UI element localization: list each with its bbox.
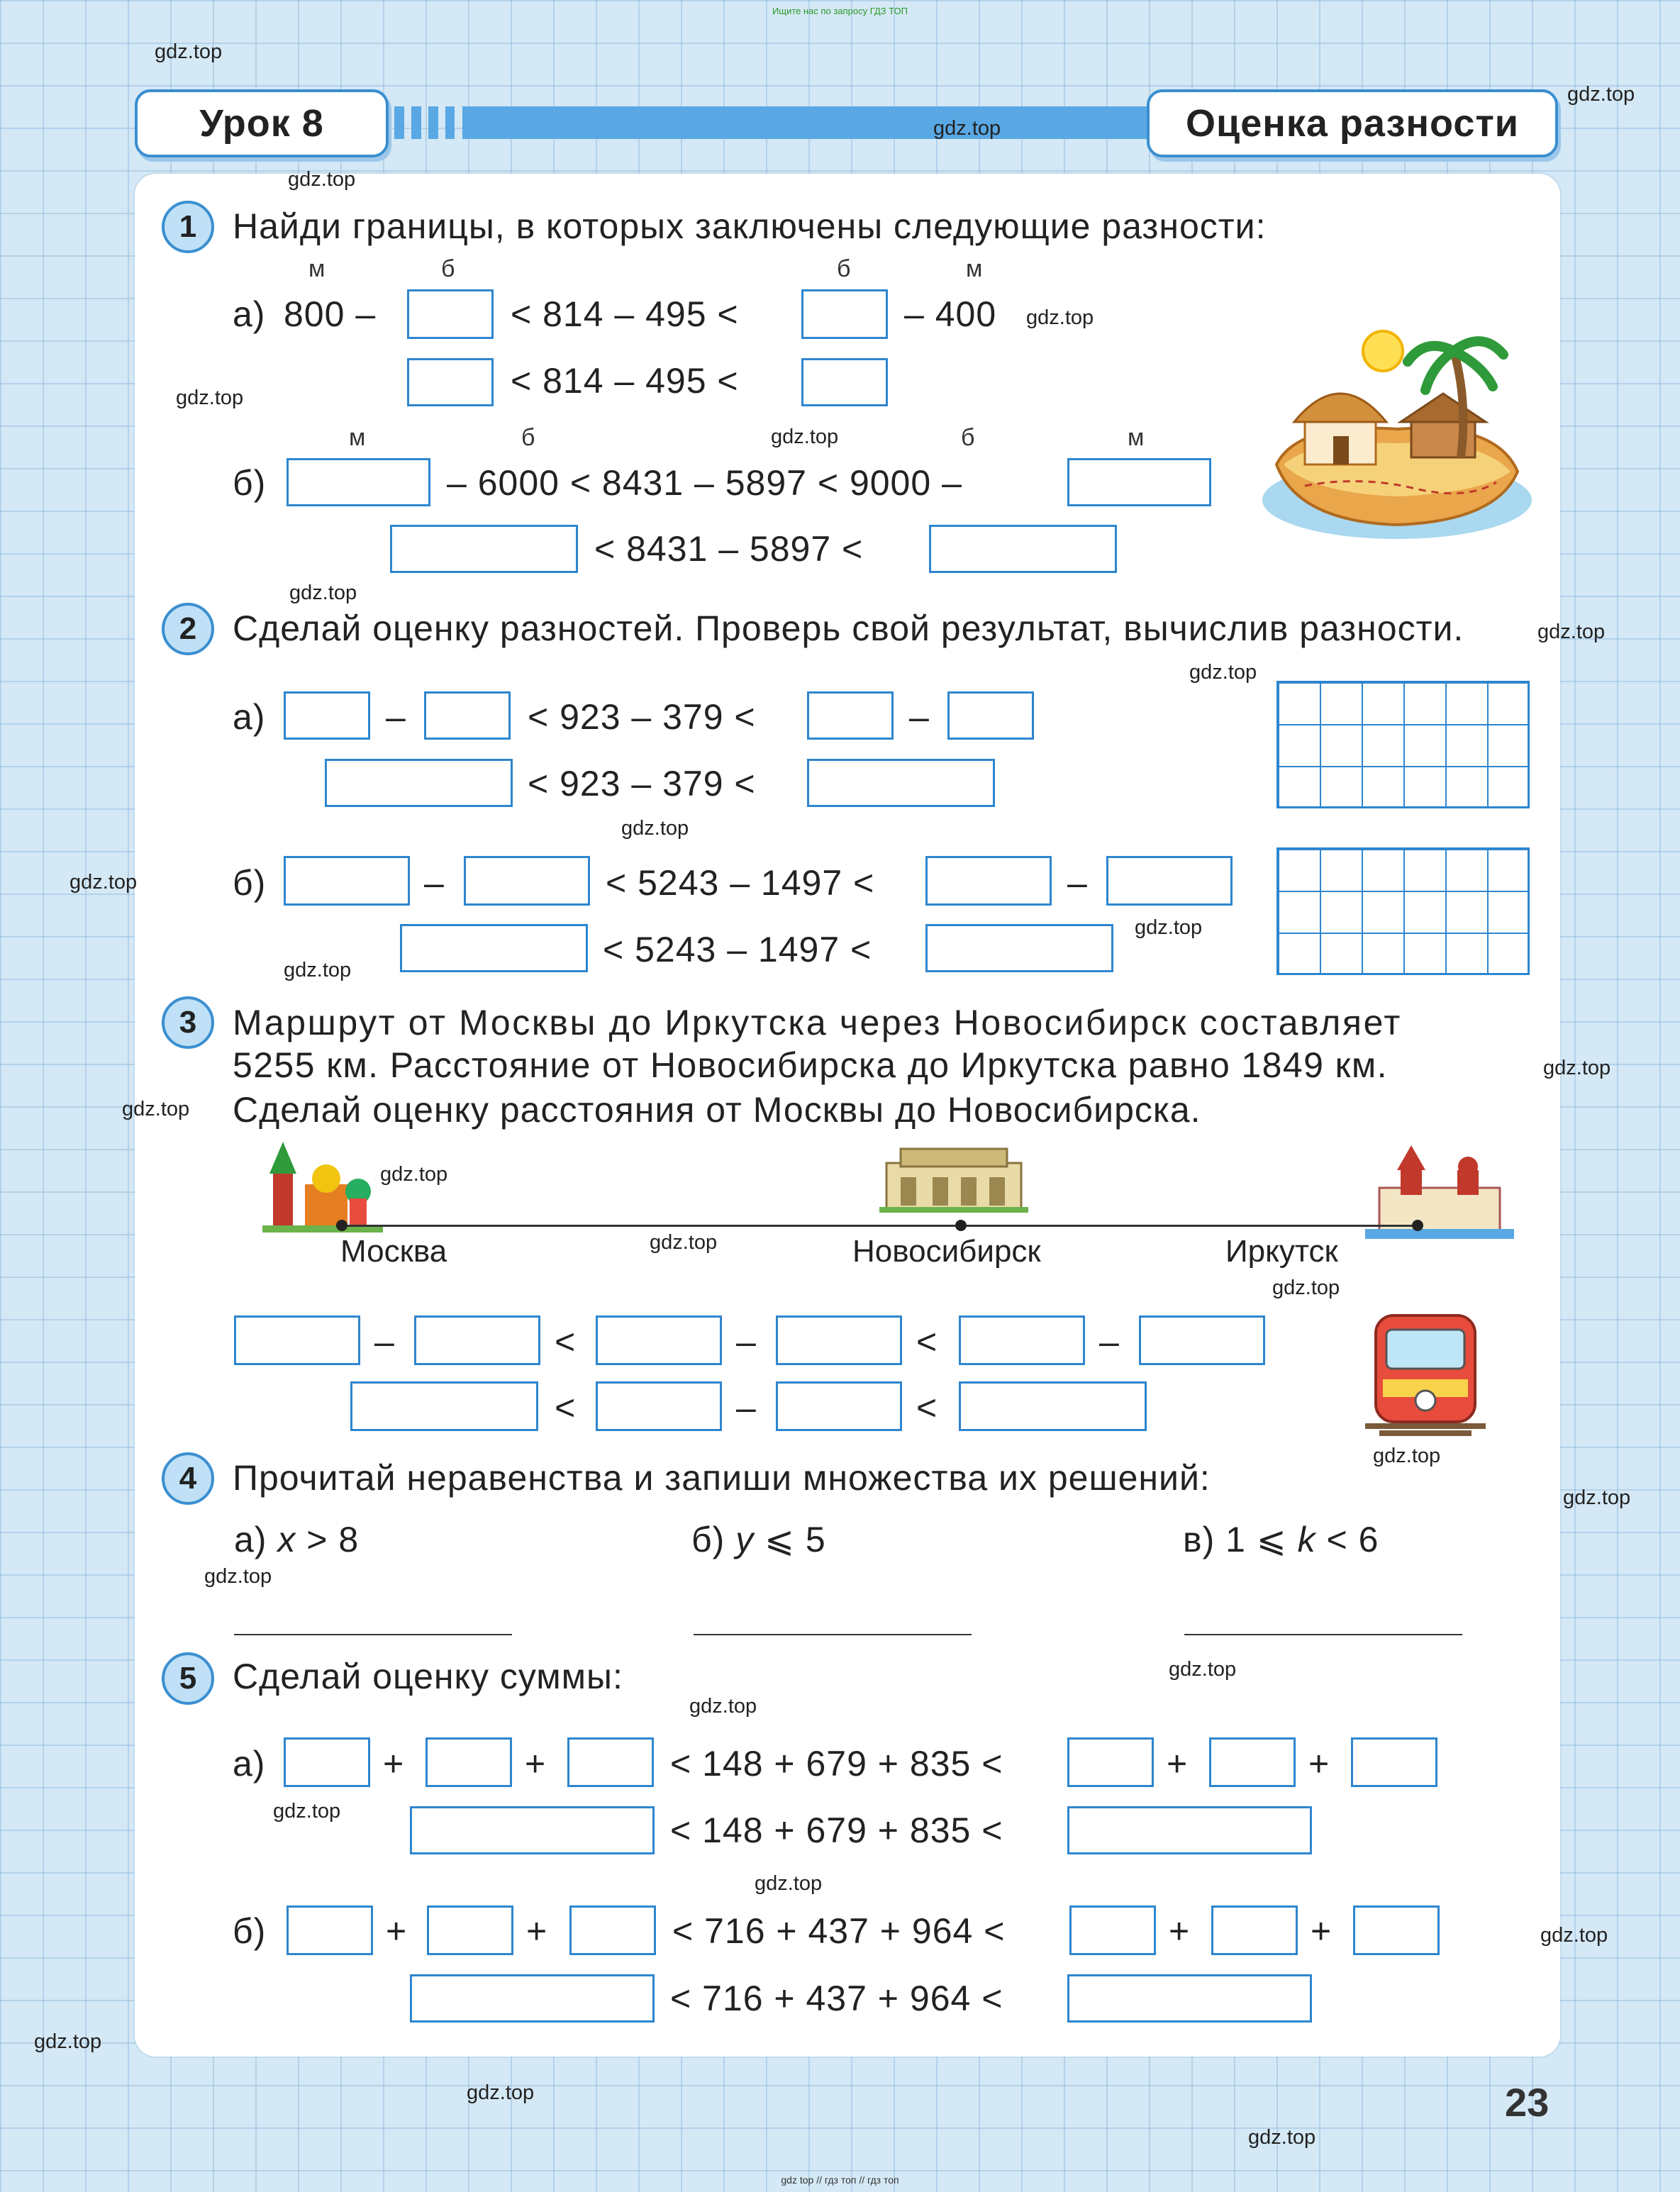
lesson-title	[135, 89, 389, 157]
answer-box[interactable]	[284, 1737, 370, 1787]
watermark: gdz.top	[467, 2081, 535, 2104]
plus-sign: +	[526, 1911, 548, 1951]
letter-b: б	[521, 424, 535, 451]
island-illustration	[1255, 323, 1535, 550]
task-5-text: Сделай оценку суммы:	[233, 1657, 623, 1696]
watermark: gdz.top	[1373, 1445, 1441, 1467]
plus-sign: +	[386, 1911, 408, 1951]
watermark: gdz.top	[122, 1098, 190, 1120]
answer-box[interactable]	[400, 924, 588, 972]
watermark: gdz.top	[1248, 2126, 1316, 2149]
watermark: gdz.top	[34, 2030, 102, 2053]
task-4b-label: б)	[691, 1520, 725, 1559]
calculation-grid[interactable]	[1276, 847, 1530, 975]
less-than-sign: <	[916, 1322, 938, 1362]
task-3-text-line-1: Маршрут от Москвы до Иркутска через Новосибирск составляет	[233, 1003, 1402, 1042]
answer-box[interactable]	[807, 691, 894, 740]
watermark: gdz.top	[380, 1163, 448, 1186]
task-2b-label: б)	[233, 863, 267, 903]
watermark: gdz.top	[1189, 661, 1257, 684]
answer-box[interactable]	[807, 759, 995, 807]
irkutsk-illustration	[1365, 1145, 1514, 1245]
task-2b-expression-2: < 5243 – 1497 <	[603, 930, 872, 969]
task-4-badge: 4	[162, 1452, 214, 1505]
watermark: gdz.top	[1563, 1486, 1631, 1509]
answer-box[interactable]	[929, 525, 1117, 573]
letter-m: м	[966, 255, 983, 282]
header-bar	[462, 106, 1172, 139]
answer-box[interactable]	[1067, 1974, 1312, 2023]
minus-sign: –	[1067, 863, 1088, 903]
answer-box[interactable]	[1067, 1737, 1154, 1787]
answer-box[interactable]	[284, 691, 370, 740]
answer-box[interactable]	[1351, 1737, 1437, 1787]
watermark: gdz.top	[204, 1565, 272, 1588]
watermark: gdz.top	[176, 386, 244, 409]
task-5b-expression: < 716 + 437 + 964 <	[672, 1911, 1006, 1951]
topic-title	[1147, 89, 1558, 157]
watermark: gdz.top	[155, 40, 223, 63]
task-5a-expression-2: < 148 + 679 + 835 <	[670, 1810, 1003, 1850]
answer-box[interactable]	[567, 1737, 654, 1787]
city-label-irkutsk: Иркутск	[1225, 1234, 1338, 1269]
answer-box[interactable]	[925, 924, 1113, 972]
answer-box[interactable]	[325, 759, 513, 807]
watermark: gdz.top	[1169, 1658, 1237, 1681]
route-point-moscow	[336, 1220, 347, 1231]
task-4a-rest: > 8	[306, 1520, 360, 1559]
task-4c-inequality	[1183, 1519, 1379, 1560]
topic-title-text: Оценка разности	[1186, 102, 1519, 145]
answer-box[interactable]	[1353, 1906, 1440, 1955]
watermark: gdz.top	[69, 871, 138, 894]
task-1b-label: б)	[233, 463, 267, 503]
task-5-badge: 5	[162, 1652, 214, 1705]
city-label-novosibirsk: Новосибирск	[852, 1234, 1041, 1269]
task-4c-rest: < 6	[1326, 1520, 1379, 1559]
answer-box[interactable]	[947, 691, 1034, 740]
task-2a-expression-2: < 923 – 379 <	[528, 764, 756, 803]
watermark: gdz.top	[621, 817, 689, 840]
answer-box[interactable]	[425, 1737, 512, 1787]
answer-box[interactable]	[801, 358, 888, 406]
moscow-illustration	[262, 1135, 383, 1234]
letter-b: б	[837, 255, 851, 282]
answer-box[interactable]	[410, 1806, 655, 1854]
answer-box[interactable]	[801, 289, 888, 339]
watermark: gdz.top	[289, 582, 357, 604]
answer-box[interactable]	[407, 289, 494, 339]
task-2-badge: 2	[162, 603, 214, 655]
answer-box[interactable]	[596, 1381, 722, 1431]
plus-sign: +	[1167, 1744, 1189, 1784]
less-than-sign: <	[916, 1388, 938, 1428]
route-point-irkutsk	[1412, 1220, 1423, 1231]
task-1a-expression: < 814 – 495 <	[511, 294, 739, 334]
minus-sign: –	[736, 1322, 757, 1362]
task-4a-inequality	[234, 1519, 359, 1560]
task-4b-inequality	[691, 1519, 826, 1560]
task-1-badge: 1	[162, 201, 214, 253]
answer-box[interactable]	[234, 1315, 360, 1365]
answer-box[interactable]	[959, 1315, 1085, 1365]
bottom-banner: gdz top // гдз топ // гдз топ	[781, 2174, 899, 2186]
answer-box[interactable]	[284, 856, 410, 906]
lesson-title-text: Урок 8	[199, 102, 324, 145]
watermark: gdz.top	[1537, 621, 1606, 643]
watermark: gdz.top	[1272, 1276, 1340, 1299]
top-banner: Ищите нас по запросу ГДЗ ТОП	[772, 6, 908, 16]
watermark: gdz.top	[273, 1800, 341, 1823]
answer-box[interactable]	[1069, 1906, 1156, 1955]
task-1a-expression-2: < 814 – 495 <	[511, 361, 739, 401]
task-3-badge: 3	[162, 996, 214, 1049]
minus-sign: –	[424, 863, 445, 903]
watermark: gdz.top	[650, 1231, 718, 1254]
task-4-text: Прочитай неравенства и запиши множества их решений:	[233, 1458, 1211, 1498]
minus-sign: –	[1099, 1322, 1120, 1362]
answer-box[interactable]	[569, 1906, 656, 1955]
answer-box[interactable]	[407, 358, 494, 406]
answer-box[interactable]	[390, 525, 578, 573]
letter-m: м	[1128, 424, 1145, 451]
task-1b-expression-2: < 8431 – 5897 <	[594, 529, 864, 569]
watermark: gdz.top	[1026, 306, 1094, 329]
route-point-novosibirsk	[955, 1220, 967, 1231]
task-1a-label: а)	[233, 294, 266, 334]
task-4b-variable: y	[735, 1520, 755, 1559]
answer-box[interactable]	[959, 1381, 1147, 1431]
task-1b-expression: – 6000 < 8431 – 5897 < 9000 –	[447, 463, 962, 503]
calculation-grid[interactable]	[1276, 681, 1530, 808]
plus-sign: +	[525, 1744, 547, 1784]
minus-sign: –	[909, 697, 930, 737]
answer-box[interactable]	[414, 1315, 540, 1365]
city-label-moscow: Москва	[340, 1234, 447, 1269]
answer-box[interactable]	[287, 458, 430, 506]
novosibirsk-illustration	[879, 1142, 1028, 1213]
watermark: gdz.top	[1540, 1924, 1608, 1947]
task-4c-variable: k	[1297, 1520, 1316, 1559]
answer-box[interactable]	[424, 691, 511, 740]
answer-box[interactable]	[410, 1974, 655, 2023]
route-line	[340, 1225, 1418, 1227]
task-1a-right: – 400	[904, 294, 997, 334]
answer-box[interactable]	[427, 1906, 513, 1955]
answer-box[interactable]	[1067, 458, 1211, 506]
answer-line[interactable]	[694, 1634, 972, 1635]
watermark: gdz.top	[1543, 1057, 1611, 1079]
answer-box[interactable]	[350, 1381, 538, 1431]
answer-box[interactable]	[925, 856, 1052, 906]
less-than-sign: <	[555, 1322, 577, 1362]
answer-box[interactable]	[596, 1315, 722, 1365]
minus-sign: –	[374, 1322, 395, 1362]
task-2-text: Сделай оценку разностей. Проверь свой результат, вычислив разности.	[233, 608, 1464, 648]
watermark: gdz.top	[1567, 83, 1635, 106]
task-2b-expression: < 5243 – 1497 <	[606, 863, 875, 903]
task-2a-expression: < 923 – 379 <	[528, 697, 756, 737]
answer-box[interactable]	[1139, 1315, 1265, 1365]
answer-box[interactable]	[1067, 1806, 1312, 1854]
task-5b-label: б)	[233, 1911, 267, 1951]
tram-illustration	[1365, 1301, 1486, 1443]
letter-b: б	[441, 255, 455, 282]
plus-sign: +	[383, 1744, 405, 1784]
watermark: gdz.top	[771, 425, 839, 448]
plus-sign: +	[1308, 1744, 1330, 1784]
watermark: gdz.top	[284, 959, 352, 981]
minus-sign: –	[736, 1388, 757, 1428]
task-4a-variable: x	[277, 1520, 296, 1559]
plus-sign: +	[1169, 1911, 1191, 1951]
watermark: gdz.top	[755, 1872, 823, 1895]
task-5a-expression: < 148 + 679 + 835 <	[670, 1744, 1003, 1784]
answer-box[interactable]	[287, 1906, 373, 1955]
minus-sign: –	[386, 697, 406, 737]
task-5a-label: а)	[233, 1744, 266, 1784]
answer-box[interactable]	[776, 1381, 902, 1431]
task-2a-label: а)	[233, 697, 266, 737]
task-4a-label: а)	[234, 1520, 267, 1559]
task-4c-label: в)	[1183, 1520, 1216, 1559]
less-than-sign: <	[555, 1388, 577, 1428]
watermark: gdz.top	[1135, 916, 1203, 939]
task-5b-expression-2: < 716 + 437 + 964 <	[670, 1979, 1003, 2018]
answer-box[interactable]	[1106, 856, 1233, 906]
answer-box[interactable]	[464, 856, 590, 906]
answer-box[interactable]	[1209, 1737, 1296, 1787]
task-1-text: Найди границы, в которых заключены следующие разности:	[233, 206, 1267, 246]
letter-m: м	[349, 424, 366, 451]
letter-b: б	[961, 424, 975, 451]
task-1a-left: 800 –	[284, 294, 377, 334]
task-3-text-line-3: Сделай оценку расстояния от Москвы до Новосибирска.	[233, 1090, 1201, 1130]
page-number: 23	[1505, 2080, 1550, 2125]
watermark: gdz.top	[288, 168, 356, 191]
answer-box[interactable]	[776, 1315, 902, 1365]
answer-box[interactable]	[1211, 1906, 1298, 1955]
header-stripes	[394, 106, 455, 139]
watermark: gdz.top	[689, 1695, 757, 1718]
answer-line[interactable]	[1184, 1634, 1462, 1635]
task-3-text-line-2: 5255 км. Расстояние от Новосибирска до Иркутска равно 1849 км.	[233, 1045, 1388, 1085]
answer-line[interactable]	[234, 1634, 512, 1635]
task-4b-rest: ⩽ 5	[764, 1520, 826, 1559]
letter-m: м	[308, 255, 326, 282]
task-4c-prefix: 1 ⩽	[1225, 1520, 1287, 1559]
watermark: gdz.top	[933, 117, 1001, 140]
plus-sign: +	[1311, 1911, 1333, 1951]
